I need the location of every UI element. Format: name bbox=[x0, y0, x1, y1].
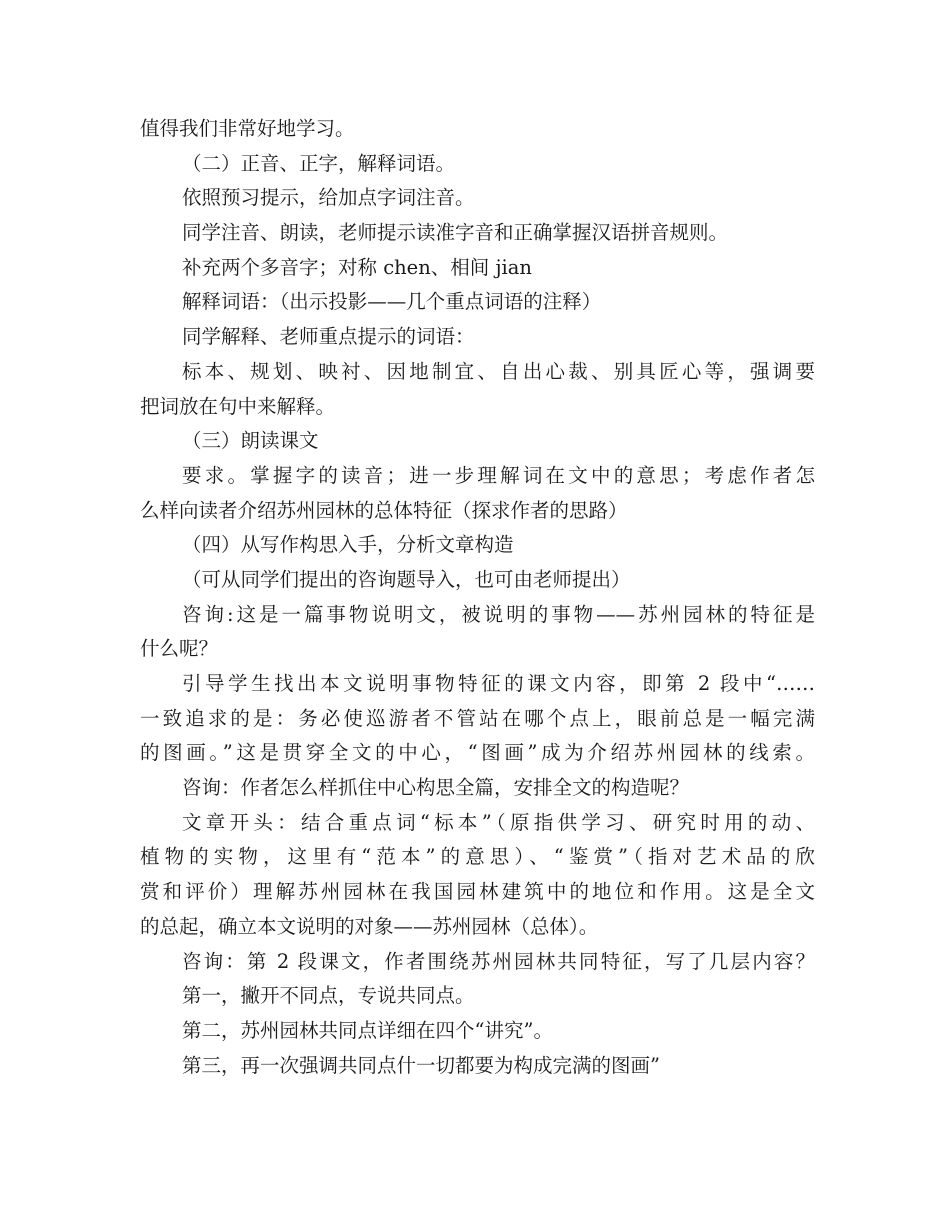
text-line: 文章开头：结合重点词“标本”（原指供学习、研究时用的动、 bbox=[182, 810, 815, 834]
text-line: 要求。掌握字的读音；进一步理解词在文中的意思；考虑作者怎 bbox=[182, 463, 815, 487]
text-line: 第一，撇开不同点，专说共同点。 bbox=[182, 984, 475, 1008]
text-line: 解释词语：（出示投影——几个重点词语的注释） bbox=[182, 290, 602, 314]
text-line: 补充两个多音字；对称 chen、相间 jian bbox=[182, 255, 532, 279]
text-line: 么样向读者介绍苏州园林的总体特征（探求作者的思路） bbox=[140, 498, 628, 522]
text-line: 标本、规划、映衬、因地制宜、自出心裁、别具匠心等，强调要 bbox=[182, 359, 815, 383]
text-line: 同学注音、朗读，老师提示读准字音和正确掌握汉语拼音规则。 bbox=[182, 221, 729, 245]
text-line: （四）从写作构思入手，分析文章构造 bbox=[182, 533, 514, 557]
text-line: 赏和评价）理解苏州园林在我国园林建筑中的地位和作用。这是全文 bbox=[140, 880, 815, 904]
text-line: 一致追求的是：务必使巡游者不管站在哪个点上，眼前总是一幅完满 bbox=[140, 706, 815, 730]
text-line: 的总起，确立本文说明的对象——苏州园林（总体）。 bbox=[140, 914, 599, 938]
text-line: 第二，苏州园林共同点详细在四个“讲究”。 bbox=[182, 1018, 553, 1042]
text-line: 值得我们非常好地学习。 bbox=[140, 117, 355, 140]
text-line: 依照预习提示，给加点字词注音。 bbox=[182, 186, 475, 210]
text-line: 咨询：作者怎么样抓住中心构思全篇，安排全文的构造呢？ bbox=[182, 776, 690, 800]
text-line: 引导学生找出本文说明事物特征的课文内容，即第 2 段中“…… bbox=[182, 672, 815, 695]
text-line: （三）朗读课文 bbox=[182, 429, 319, 453]
text-line: 咨询:这是一篇事物说明文，被说明的事物——苏州园林的特征是 bbox=[182, 602, 815, 626]
document-page bbox=[140, 112, 815, 1083]
text-line: 植物的实物，这里有“范本”的意思）、“鉴赏”（指对艺术品的欣 bbox=[140, 845, 815, 869]
text-line: 什么呢？ bbox=[140, 637, 219, 661]
text-line: （二）正音、正字，解释词语。 bbox=[182, 151, 456, 175]
text-line: 的图画。”这是贯穿全文的中心，“图画”成为介绍苏州园林的线索。 bbox=[140, 741, 815, 765]
text-line: 第三，再一次强调共同点什一切都要为构成完满的图画” bbox=[182, 1053, 660, 1077]
text-line: 同学解释、老师重点提示的词语： bbox=[182, 325, 475, 349]
text-line: （可从同学们提出的咨询题导入，也可由老师提出） bbox=[182, 567, 631, 591]
text-line: 把词放在句中来解释。 bbox=[140, 394, 336, 418]
text-line: 咨询：第 2 段课文，作者围绕苏州园林共同特征，写了几层内容？ bbox=[182, 949, 815, 973]
